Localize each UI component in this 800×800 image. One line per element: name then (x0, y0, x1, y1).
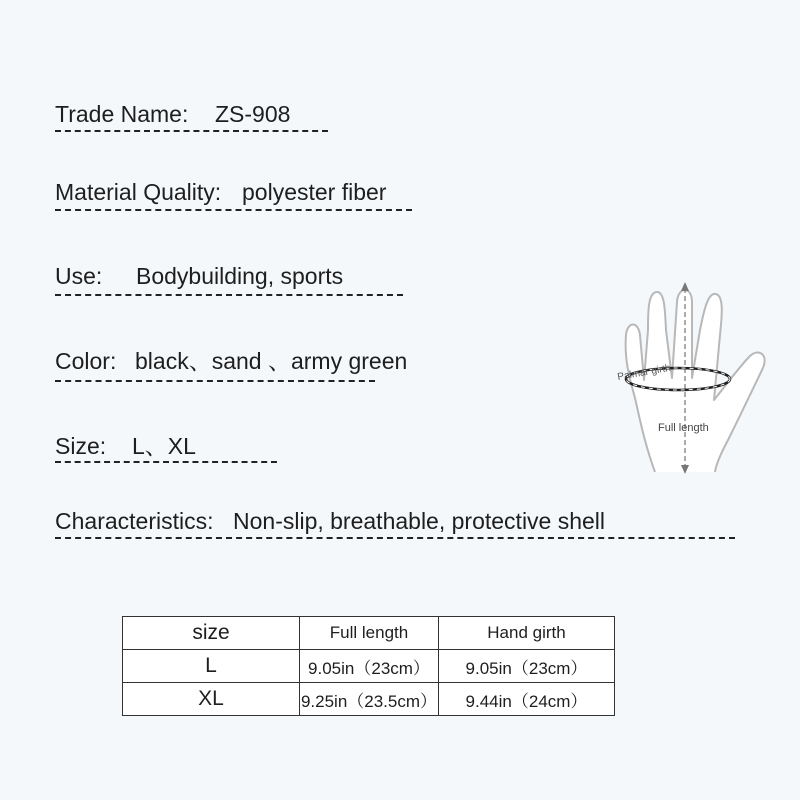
color-value: black、sand 、army green (135, 348, 408, 374)
size-value: L、XL (132, 433, 196, 459)
material-value: polyester fiber (242, 179, 387, 205)
table-cell: XL (123, 683, 300, 716)
size-table (122, 616, 615, 716)
table-cell: 9.05in（23cm） (439, 650, 615, 683)
trade-name-underline (55, 130, 328, 132)
full-length-label: Full length (658, 422, 709, 434)
characteristics-underline (55, 537, 735, 539)
table-header-row (123, 617, 615, 650)
trade-name-value: ZS-908 (215, 101, 291, 127)
size-label: Size: (55, 433, 107, 459)
use-value: Bodybuilding, sports (136, 263, 344, 289)
hand-outline-icon (600, 280, 775, 475)
table-cell: 9.05in（23cm） (300, 650, 439, 683)
table-cell: 9.25in（23.5cm） (300, 683, 439, 716)
material-underline (55, 209, 412, 211)
characteristics-label: Characteristics: (55, 508, 214, 534)
characteristics-value: Non-slip, breathable, protective shell (233, 508, 606, 534)
table-cell: 9.44in（24cm） (439, 683, 615, 716)
use-label: Use: (55, 263, 103, 289)
palmar-girth-label: Palmar girth (616, 362, 672, 383)
table-row (123, 650, 615, 683)
table-header-cell: Full length (300, 617, 439, 650)
size-underline (55, 461, 277, 463)
color-underline (55, 380, 375, 382)
table-cell: L (123, 650, 300, 683)
trade-name-label: Trade Name: (55, 101, 189, 127)
table-header-cell: size (123, 617, 300, 650)
material-label: Material Quality: (55, 179, 222, 205)
color-label: Color: (55, 348, 117, 374)
table-header-cell: Hand girth (439, 617, 615, 650)
use-underline (55, 294, 403, 296)
table-row (123, 683, 615, 716)
